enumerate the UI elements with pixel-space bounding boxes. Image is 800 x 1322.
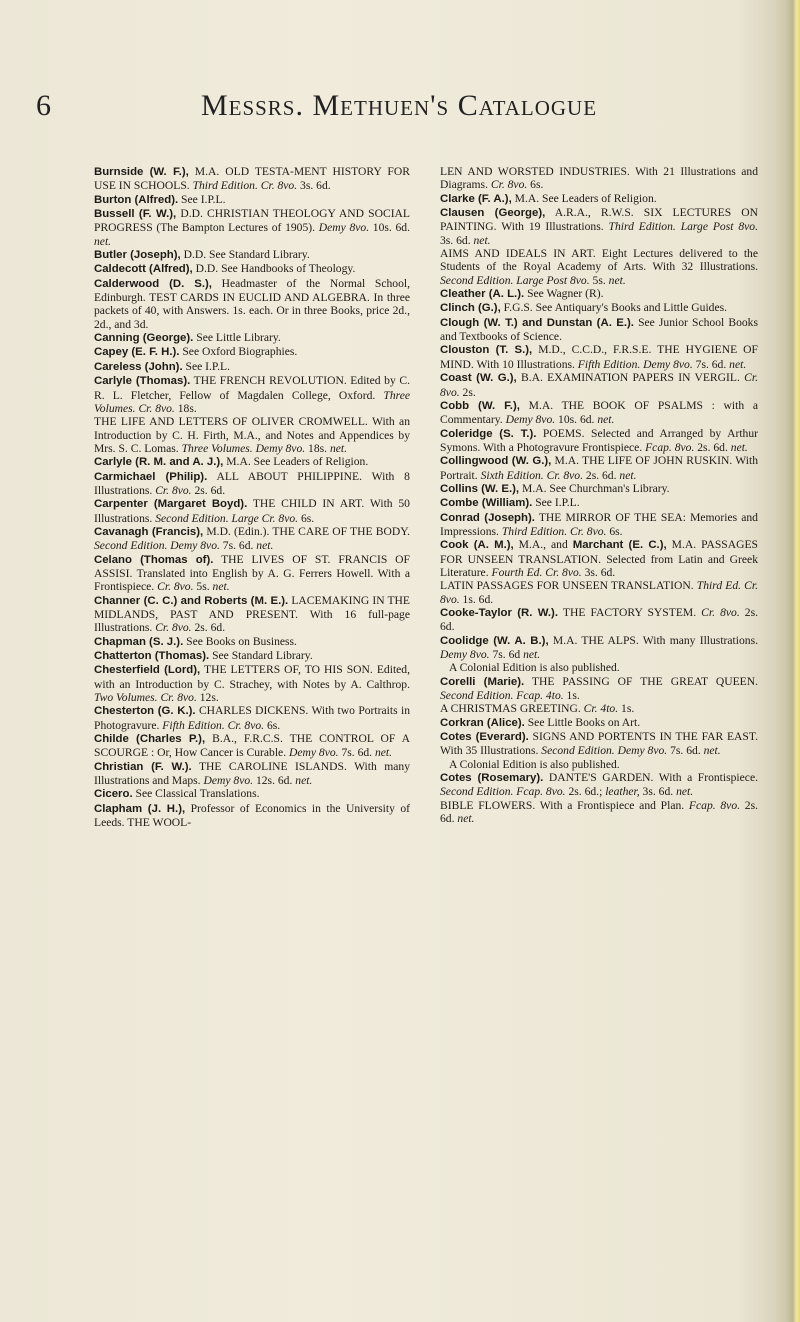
entry-text: 2s. 6d. <box>583 468 620 482</box>
entry-text: ALL ABOUT PHILIPPINE. With 8 Illustrations. <box>94 469 410 497</box>
entry-text: A Colonial Edition is also published. <box>449 757 620 771</box>
catalogue-entry <box>440 799 758 826</box>
entry-text: THE PASSING OF THE GREAT QUEEN. <box>524 674 758 688</box>
catalogue-entry <box>94 635 410 649</box>
entry-author: Clough (W. T.) and Dunstan (A. E.). <box>440 316 634 329</box>
entry-format: net. <box>256 539 274 553</box>
entry-format: Demy 8vo. <box>203 774 254 788</box>
entry-text: 5s. <box>589 273 609 287</box>
entry-text: 2s. <box>459 385 476 399</box>
catalogue-entry <box>440 702 758 715</box>
catalogue-entry <box>440 301 758 315</box>
entry-author: Clapham (J. H.), <box>94 802 186 815</box>
entry-format: net. <box>729 357 747 371</box>
entry-text: D.D. CHRISTIAN THEOLOGY AND SOCIAL PROGRESS (The Bampton Lectures of 1905). <box>94 207 411 235</box>
entry-format: Second Edition. Large Post 8vo. <box>440 273 590 287</box>
entry-format: Fifth Edition. Cr. 8vo. <box>162 718 265 732</box>
catalogue-entry <box>440 606 758 634</box>
entry-author: Caldecott (Alfred), <box>94 263 193 276</box>
catalogue-entry <box>440 399 758 427</box>
entry-text: M.A. THE ALPS. With many Illustrations. <box>548 633 758 647</box>
entry-format: Demy 8vo. <box>505 413 556 427</box>
catalogue-entry <box>94 165 410 193</box>
entry-author: Collingwood (W. G.), <box>440 455 552 468</box>
entry-format: Demy 8vo. <box>289 746 339 760</box>
catalogue-entry <box>94 248 410 262</box>
catalogue-entry <box>440 427 758 455</box>
catalogue-entry <box>94 345 410 359</box>
entry-text: 18s. <box>174 401 197 415</box>
catalogue-entry <box>440 482 758 496</box>
entry-author: Capey (E. F. H.). <box>94 346 180 359</box>
entry-text: See Books on Business. <box>183 634 297 648</box>
entry-format: Cr. 8vo. <box>490 178 528 192</box>
entry-author: Celano (Thomas of). <box>94 553 214 566</box>
catalogue-entry <box>440 716 758 730</box>
entry-author: Cicero. <box>94 788 133 801</box>
entry-format: Third Ed. Cr. 8vo. <box>440 579 758 606</box>
entry-author: Conrad (Joseph). <box>440 511 535 524</box>
entry-author: Cotes (Rosemary). <box>440 772 544 785</box>
entry-text: 3s. 6d. <box>440 233 474 247</box>
entry-text: THE CAROLINE ISLANDS. With many Illustrations and Maps. <box>94 759 410 788</box>
catalogue-entry <box>440 758 758 771</box>
entry-format: net. <box>329 441 348 455</box>
entry-text: See I.P.L. <box>532 496 580 510</box>
entry-format: net. <box>703 744 721 758</box>
entry-text: CHARLES DICKENS. With two Portraits in Photogravure. <box>94 704 410 732</box>
entry-format: net. <box>676 785 694 799</box>
entry-text: 10s. 6d. <box>555 413 598 427</box>
entry-text: 6s. <box>527 178 544 192</box>
entry-format: net. <box>523 648 541 662</box>
entry-author: Clinch (G.), <box>440 302 501 315</box>
catalogue-entry <box>94 374 410 415</box>
entry-format: net. <box>212 580 230 594</box>
entry-author: Chesterton (G. K.). <box>94 705 196 718</box>
entry-author: Corkran (Alice). <box>440 716 525 729</box>
entry-format: Three Volumes. Demy 8vo. <box>181 441 306 455</box>
entry-format: Fcap. 8vo. <box>688 798 741 812</box>
entry-text: 7s. 6d. <box>338 746 375 760</box>
catalogue-entry <box>440 730 758 758</box>
entry-text: Professor of Economics in the University of Leeds. THE WOOL- <box>94 801 411 830</box>
catalogue-entry <box>94 787 410 801</box>
catalogue-entry <box>94 594 410 635</box>
catalogue-entry <box>440 287 758 301</box>
entry-format: Cr. 8vo. <box>440 371 758 399</box>
entry-text: D.D. See Standard Library. <box>180 248 310 262</box>
entry-text: See Oxford Biographies. <box>179 345 298 359</box>
page-number: 6 <box>36 89 51 122</box>
entry-text: See I.P.L. <box>182 359 230 373</box>
entry-format: leather, <box>605 785 640 799</box>
entry-author: Collins (W. E.), <box>440 482 520 495</box>
entry-text: M.A. See Churchman's Library. <box>519 481 670 495</box>
entry-format: net. <box>619 468 637 482</box>
catalogue-entry <box>440 165 758 192</box>
entry-format: net. <box>730 440 748 454</box>
entry-text: 12s. <box>196 691 219 705</box>
catalogue-entry <box>94 732 410 760</box>
entry-text: 2s. 6d.; <box>565 785 606 799</box>
entry-format: Third Edition. Large Post 8vo. <box>608 220 758 234</box>
entry-format: Cr. 8vo. <box>157 580 194 594</box>
entry-text: M.A. PASSAGES FOR UNSEEN TRANSLATION. Selected from Latin and Greek Literature. <box>440 538 759 579</box>
catalogue-entry <box>94 277 410 331</box>
entry-text: LEN AND WORSTED INDUSTRIES. With 21 Illustrations and Diagrams. <box>440 165 758 192</box>
catalogue-entry <box>440 371 758 399</box>
entry-text: 2s. 6d. <box>440 606 758 634</box>
entry-text: 3s. 6d. <box>581 565 616 579</box>
catalogue-entry <box>94 802 410 830</box>
catalogue-entry <box>94 193 410 207</box>
entry-text: AIMS AND IDEALS IN ART. Eight Lectures delivered to the Students of the Royal Academy of Arts. With 32 Illustrations. <box>440 247 758 274</box>
entry-author: Chesterfield (Lord), <box>94 664 201 677</box>
entry-format: net. <box>473 233 491 247</box>
entry-text: 3s. 6d. <box>297 179 331 193</box>
page-header <box>36 86 762 126</box>
entry-text: 10s. 6d. <box>369 221 410 235</box>
catalogue-entry <box>94 649 410 663</box>
entry-format: net. <box>457 812 475 826</box>
running-title: Messrs. Methuen's Catalogue <box>200 89 598 122</box>
left-column <box>94 165 410 830</box>
entry-author: Combe (William). <box>440 497 533 510</box>
entry-author: Christian (F. W.). <box>94 760 192 773</box>
entry-text: LACEMAKING IN THE MIDLANDS, PAST AND PRESENT. With 16 full-page Illustrations. <box>94 593 411 635</box>
entry-text: 12s. 6d. <box>253 774 296 788</box>
entry-format: Second Edition. Demy 8vo. <box>541 744 668 758</box>
entry-author: Careless (John). <box>94 360 183 373</box>
catalogue-entry <box>440 511 758 539</box>
entry-format: Fifth Edition. Demy 8vo. <box>577 357 693 371</box>
entry-author: Marchant (E. C.), <box>572 539 667 552</box>
entry-format: Three Volumes. Cr. 8vo. <box>94 388 410 415</box>
entry-text: BIBLE FLOWERS. With a Frontispiece and Plan. <box>440 798 689 812</box>
entry-format: Second Edition. Demy 8vo. <box>94 539 220 553</box>
entry-author: Clouston (T. S.), <box>440 344 533 357</box>
entry-format: net. <box>295 774 313 788</box>
catalogue-entry <box>440 661 758 674</box>
entry-text: A.R.A., R.W.S. SIX LECTURES ON PAINTING. With 19 Illustrations. <box>440 206 758 234</box>
entry-text: See Wagner (R). <box>524 287 604 301</box>
entry-author: Carpenter (Margaret Boyd). <box>94 498 248 511</box>
entry-text: Headmaster of the Normal School, Edinburgh. TEST CARDS IN EUCLID AND ALGEBRA. In three packets of 40, with Answers. 1s. each. Or in three Books, price 2d., 2d., and 3d. <box>94 276 411 331</box>
entry-format: net. <box>374 746 393 760</box>
entry-author: Canning (George). <box>94 332 194 345</box>
entry-text: M.A. THE BOOK OF PSALMS : with a Commentary. <box>440 398 759 427</box>
entry-text: See I.P.L. <box>178 192 226 206</box>
entry-text: B.A., F.R.C.S. THE CONTROL OF A SCOURGE : Or, How Cancer is Curable. <box>94 732 410 760</box>
entry-text: 1s. 6d. <box>459 592 494 606</box>
entry-author: Cooke-Taylor (R. W.). <box>440 607 559 619</box>
entry-format: net. <box>597 413 615 427</box>
catalogue-entry <box>94 553 410 594</box>
entry-author: Cook (A. M.), <box>440 539 514 552</box>
entry-text: F.G.S. See Antiquary's Books and Little Guides. <box>500 301 728 315</box>
entry-author: Cobb (W. F.), <box>440 399 520 412</box>
entry-author: Clarke (F. A.), <box>440 192 512 205</box>
entry-author: Chatterton (Thomas). <box>94 650 210 663</box>
entry-text: M.D. (Edin.). THE CARE OF THE BODY. <box>203 524 410 538</box>
entry-text: M.A. See Leaders of Religion. <box>511 191 657 205</box>
entry-text: 7s. 6d. <box>219 539 257 553</box>
entry-author: Cotes (Everard). <box>440 731 529 744</box>
entry-format: Cr. 8vo. <box>155 483 192 497</box>
entry-format: Second Edition. Fcap. 8vo. <box>440 785 566 799</box>
catalogue-entry <box>94 663 410 704</box>
entry-text: See Standard Library. <box>209 649 313 663</box>
catalogue-entry <box>440 771 758 799</box>
entry-text: A Colonial Edition is also published. <box>449 661 620 675</box>
entry-format: Cr. 8vo. <box>155 621 192 635</box>
catalogue-entry <box>440 192 758 206</box>
catalogue-entry <box>94 455 410 469</box>
entry-text: THE LETTERS OF, TO HIS SON. Edited, with an Introduction by C. Strachey, with Notes by A. Calthrop. <box>94 663 411 691</box>
entry-text: M.A., and <box>513 538 573 552</box>
catalogue-entry <box>440 206 758 247</box>
catalogue-entry <box>94 207 410 248</box>
entry-text: 1s. <box>618 702 635 716</box>
gilt-page-edge <box>776 0 800 1322</box>
entry-text: 2s. 6d. <box>191 483 226 497</box>
entry-text: 18s. <box>305 441 330 455</box>
catalogue-entry <box>440 343 758 371</box>
entry-text: 7s. 6d <box>489 648 524 662</box>
entry-text: THE LIVES OF ST. FRANCIS OF ASSISI. Translated into English by A. G. Ferrers Howell. With a Frontispiece. <box>94 552 410 594</box>
entry-format: Demy 8vo. <box>440 648 490 662</box>
entry-author: Butler (Joseph), <box>94 249 181 262</box>
entry-author: Chapman (S. J.). <box>94 635 184 648</box>
catalogue-entry <box>440 538 758 579</box>
entry-author: Calderwood (D. S.), <box>94 277 212 290</box>
entry-text: THE LIFE AND LETTERS OF OLIVER CROMWELL. With an Introduction by C. H. Firth, M.A., and Notes and Appendices by Mrs. S. C. Lomas. <box>94 415 410 455</box>
catalogue-entry <box>440 496 758 510</box>
catalogue-entry <box>440 247 758 287</box>
catalogue-entry <box>94 704 410 732</box>
entry-text: M.A. THE LIFE OF JOHN RUSKIN. With Portrait. <box>440 454 758 482</box>
entry-author: Coleridge (S. T.). <box>440 427 537 440</box>
entry-author: Burton (Alfred). <box>94 193 179 206</box>
catalogue-entry <box>440 579 758 606</box>
catalogue-entry <box>94 360 410 374</box>
entry-format: Demy 8vo. <box>318 221 370 235</box>
entry-format: Third Edition. Cr. 8vo. <box>192 179 298 193</box>
catalogue-entry <box>94 525 410 553</box>
entry-text: THE MIRROR OF THE SEA: Memories and Impressions. <box>440 510 758 538</box>
entry-format: net. <box>608 273 626 287</box>
entry-format: Sixth Edition. Cr. 8vo. <box>480 468 583 482</box>
entry-author: Coolidge (W. A. B.), <box>440 634 549 647</box>
catalogue-entry <box>440 634 758 662</box>
entry-text: 2s. 6d. <box>191 621 226 635</box>
catalogue-entry <box>94 415 410 455</box>
entry-format: Second Edition. Large Cr. 8vo. <box>155 511 299 525</box>
entry-text: See Classical Translations. <box>132 787 260 801</box>
entry-format: Two Volumes. Cr. 8vo. <box>94 691 197 705</box>
entry-text: 3s. 6d. <box>639 785 677 799</box>
entry-author: Bussell (F. W.), <box>94 208 177 221</box>
entry-format: Second Edition. Fcap. 4to. <box>440 689 564 703</box>
entry-text: SIGNS AND PORTENTS IN THE FAR EAST. With 35 Illustrations. <box>440 730 758 758</box>
entry-text: POEMS. Selected and Arranged by Arthur Symons. With a Photogravure Frontispiece. <box>440 426 758 454</box>
entry-text: THE CHILD IN ART. With 50 Illustrations. <box>94 497 410 525</box>
entry-text: D.D. See Handbooks of Theology. <box>192 262 356 276</box>
entry-author: Corelli (Marie). <box>440 675 525 688</box>
catalogue-entry <box>94 760 410 788</box>
entry-text: 7s. 6d. <box>692 357 730 371</box>
entry-format: Cr. 8vo. <box>701 606 740 619</box>
entry-author: Cavanagh (Francis), <box>94 525 204 538</box>
entry-text: A CHRISTMAS GREETING. <box>440 702 584 716</box>
catalogue-entry <box>94 497 410 525</box>
entry-text: See Junior School Books and Textbooks of Science. <box>440 315 758 344</box>
entry-text: 6s. <box>298 511 315 525</box>
entry-text: THE FACTORY SYSTEM. <box>558 606 702 619</box>
entry-text: M.A. OLD TESTA-MENT HISTORY FOR USE IN SCHOOLS. <box>94 165 410 193</box>
entry-text: THE FRENCH REVOLUTION. Edited by C. R. L. Fletcher, Fellow of Magdalen College, Oxford. <box>94 374 410 402</box>
entry-text: 5s. <box>193 580 213 594</box>
entry-text: 6s. <box>264 718 281 732</box>
entry-format: Third Edition. Cr. 8vo. <box>501 524 607 538</box>
catalogue-entry <box>94 470 410 498</box>
entry-text: M.D., C.C.D., F.R.S.E. THE HYGIENE OF MIND. With 10 Illustrations. <box>440 343 758 371</box>
entry-author: Coast (W. G.), <box>440 372 517 385</box>
entry-format: net. <box>94 234 112 248</box>
catalogue-entry <box>94 262 410 276</box>
entry-text: 1s. <box>563 689 580 703</box>
entry-text: 7s. 6d. <box>667 744 704 758</box>
entry-author: Carlyle (Thomas). <box>94 375 191 388</box>
entry-author: Clausen (George), <box>440 207 546 220</box>
entry-format: Fourth Ed. Cr. 8vo. <box>491 565 582 579</box>
entry-author: Channer (C. C.) and Roberts (M. E.). <box>94 594 289 607</box>
catalogue-entry <box>94 331 410 345</box>
entry-text: 6s. <box>606 524 623 538</box>
catalogue-entry <box>440 454 758 482</box>
entry-author: Burnside (W. F.), <box>94 166 189 178</box>
entry-text: See Little Library. <box>193 331 281 345</box>
entry-text: B.A. EXAMINATION PAPERS IN VERGIL. <box>516 371 745 385</box>
entry-format: Fcap. 8vo. <box>645 440 695 454</box>
entry-author: Carlyle (R. M. and A. J.), <box>94 456 224 469</box>
entry-text: LATIN PASSAGES FOR UNSEEN TRANSLATION. <box>440 579 697 593</box>
entry-text: See Little Books on Art. <box>524 715 641 729</box>
entry-author: Carmichael (Philip). <box>94 470 208 483</box>
entry-text: 2s. 6d. <box>440 798 758 826</box>
entry-author: Cleather (A. L.). <box>440 288 525 301</box>
right-column <box>440 165 758 826</box>
entry-format: Cr. 4to. <box>583 702 619 716</box>
catalogue-entry <box>440 675 758 703</box>
entry-text: DANTE'S GARDEN. With a Frontispiece. <box>543 771 758 785</box>
entry-author: Childe (Charles P.), <box>94 733 206 746</box>
entry-text: M.A. See Leaders of Religion. <box>223 455 369 469</box>
catalogue-entry <box>440 316 758 344</box>
entry-text: 2s. 6d. <box>694 440 731 454</box>
